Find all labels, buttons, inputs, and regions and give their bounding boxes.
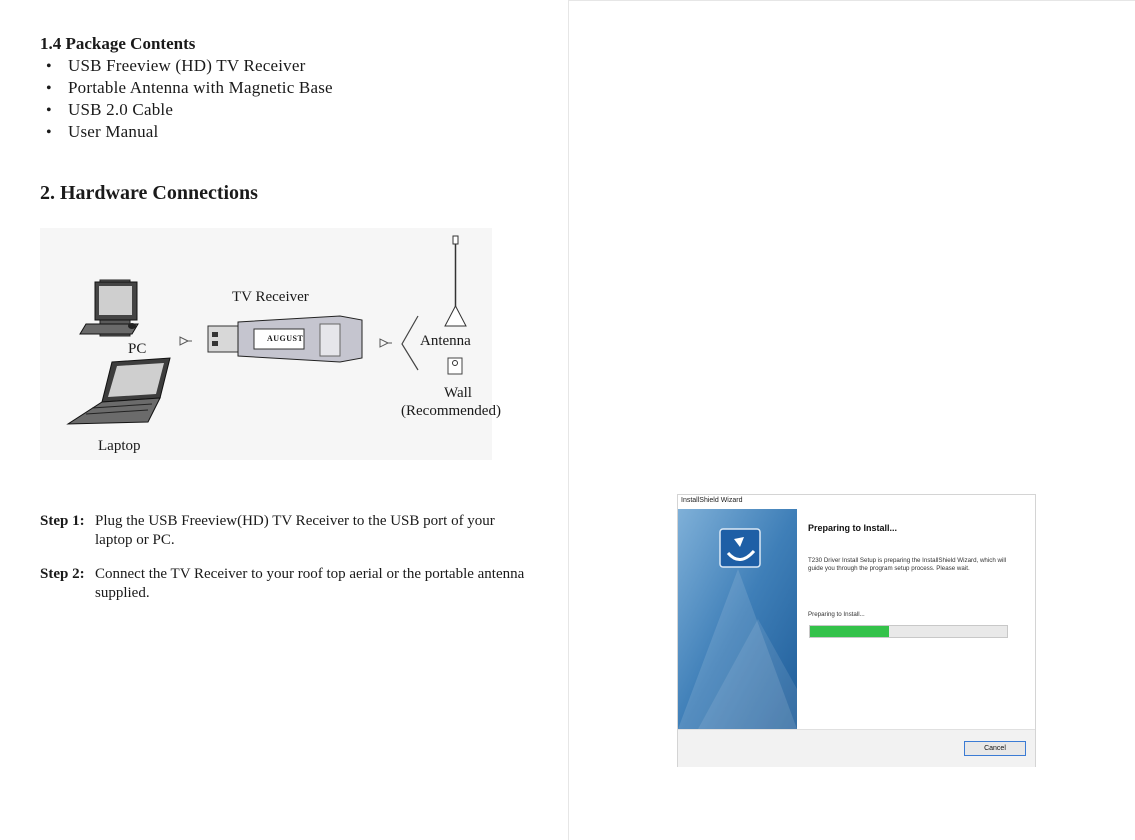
- step-label: Step 1:: [40, 513, 85, 529]
- wall-socket-icon: [448, 358, 462, 374]
- package-contents-heading: 1.4 Package Contents: [40, 34, 196, 53]
- window-titlebar: [678, 495, 1035, 509]
- installer-logo-icon: [720, 529, 760, 567]
- install-progress-bar: [809, 625, 1008, 638]
- laptop-label: Laptop: [98, 438, 141, 454]
- receiver-label: TV Receiver: [232, 289, 309, 305]
- step-label: Step 2:: [40, 566, 85, 582]
- list-item: • Portable Antenna with Magnetic Base: [46, 77, 333, 99]
- step-2: [40, 565, 540, 603]
- laptop-icon: [68, 358, 170, 424]
- step-text: Plug the USB Freeview(HD) TV Receiver to the USB port of your laptop or PC.: [95, 513, 495, 548]
- hardware-connection-diagram: [40, 228, 501, 460]
- list-item: • User Manual: [46, 121, 333, 143]
- cancel-button[interactable]: Cancel: [964, 741, 1026, 756]
- arrow-left-icon: [380, 339, 388, 347]
- pc-label: PC: [128, 341, 147, 357]
- step-text: Connect the TV Receiver to your roof top aerial or the portable antenna supplied.: [95, 566, 525, 601]
- window-title: InstallShield Wizard: [681, 497, 743, 504]
- manual-left-page: [0, 0, 567, 839]
- progress-status-text: Preparing to Install...: [808, 611, 865, 618]
- receiver-brand: AUGUST: [267, 334, 304, 343]
- pc-icon: [80, 280, 138, 336]
- wall-label: Wall: [444, 385, 472, 401]
- arrow-left-icon: [180, 337, 188, 345]
- wizard-description: T230 Driver Install Setup is preparing the InstallShield Wizard, which will guide you through the program setup process. Please wait.: [808, 557, 1007, 572]
- list-item: • USB 2.0 Cable: [46, 99, 333, 121]
- antenna-label: Antenna: [420, 333, 471, 349]
- package-contents-list: [46, 55, 333, 143]
- install-progress-fill: [810, 626, 889, 637]
- step-1: [40, 512, 540, 550]
- antenna-icon: [445, 236, 466, 326]
- wizard-sidebar-graphic: [678, 509, 797, 729]
- list-item: • USB Freeview (HD) TV Receiver: [46, 55, 333, 77]
- installshield-wizard-window: [677, 494, 1036, 767]
- wizard-footer: [678, 729, 1035, 767]
- recommended-label: (Recommended): [401, 403, 501, 419]
- hardware-connections-heading: 2. Hardware Connections: [40, 182, 258, 204]
- wizard-heading: Preparing to Install...: [808, 523, 898, 533]
